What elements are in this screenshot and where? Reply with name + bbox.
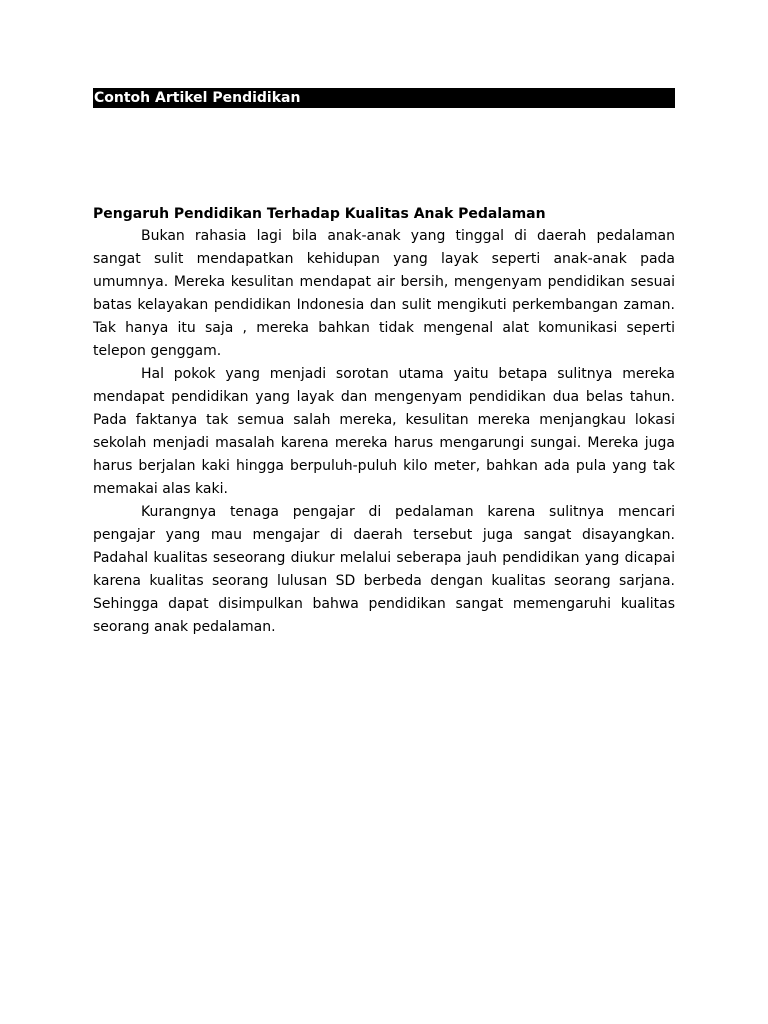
article-paragraph-2: Hal pokok yang menjadi sorotan utama yaitu betapa sulitnya mereka mendapat pendidikan yang layak dan mengenyam pendidikan dua belas tahun. Pada faktanya tak semua salah mereka, kesulitan mereka menjangkau lokasi sekolah menjadi masalah karena mereka harus mengarungi sungai. Mereka juga harus berjalan kaki hingga berpuluh-puluh kilo meter, bahkan ada pula yang tak memakai alas kaki. — [93, 366, 675, 497]
article-paragraph-1: Bukan rahasia lagi bila anak-anak yang tinggal di daerah pedalaman sangat sulit mendapatkan kehidupan yang layak seperti anak-anak pada umumnya. Mereka kesulitan mendapat air bersih, mengenyam pendidikan sesuai batas kelayakan pendidikan Indonesia dan sulit mengikuti perkembangan zaman. Tak hanya itu saja , mereka bahkan tidak mengenal alat komunikasi seperti telepon genggam. — [93, 228, 675, 359]
article-title: Pengaruh Pendidikan Terhadap Kualitas Anak Pedalaman — [93, 206, 546, 222]
header-bar: Contoh Artikel Pendidikan — [93, 88, 675, 108]
article-paragraph-3: Kurangnya tenaga pengajar di pedalaman karena sulitnya mencari pengajar yang mau mengajar di daerah tersebut juga sangat disayangkan. Padahal kualitas seseorang diukur melalui seberapa jauh pendidikan yang dicapai karena kualitas seorang lulusan SD berbeda dengan kualitas seorang sarjana. Sehingga dapat disimpulkan bahwa pendidikan sangat memengaruhi kualitas seorang anak pedalaman. — [93, 504, 675, 635]
article — [93, 203, 675, 639]
